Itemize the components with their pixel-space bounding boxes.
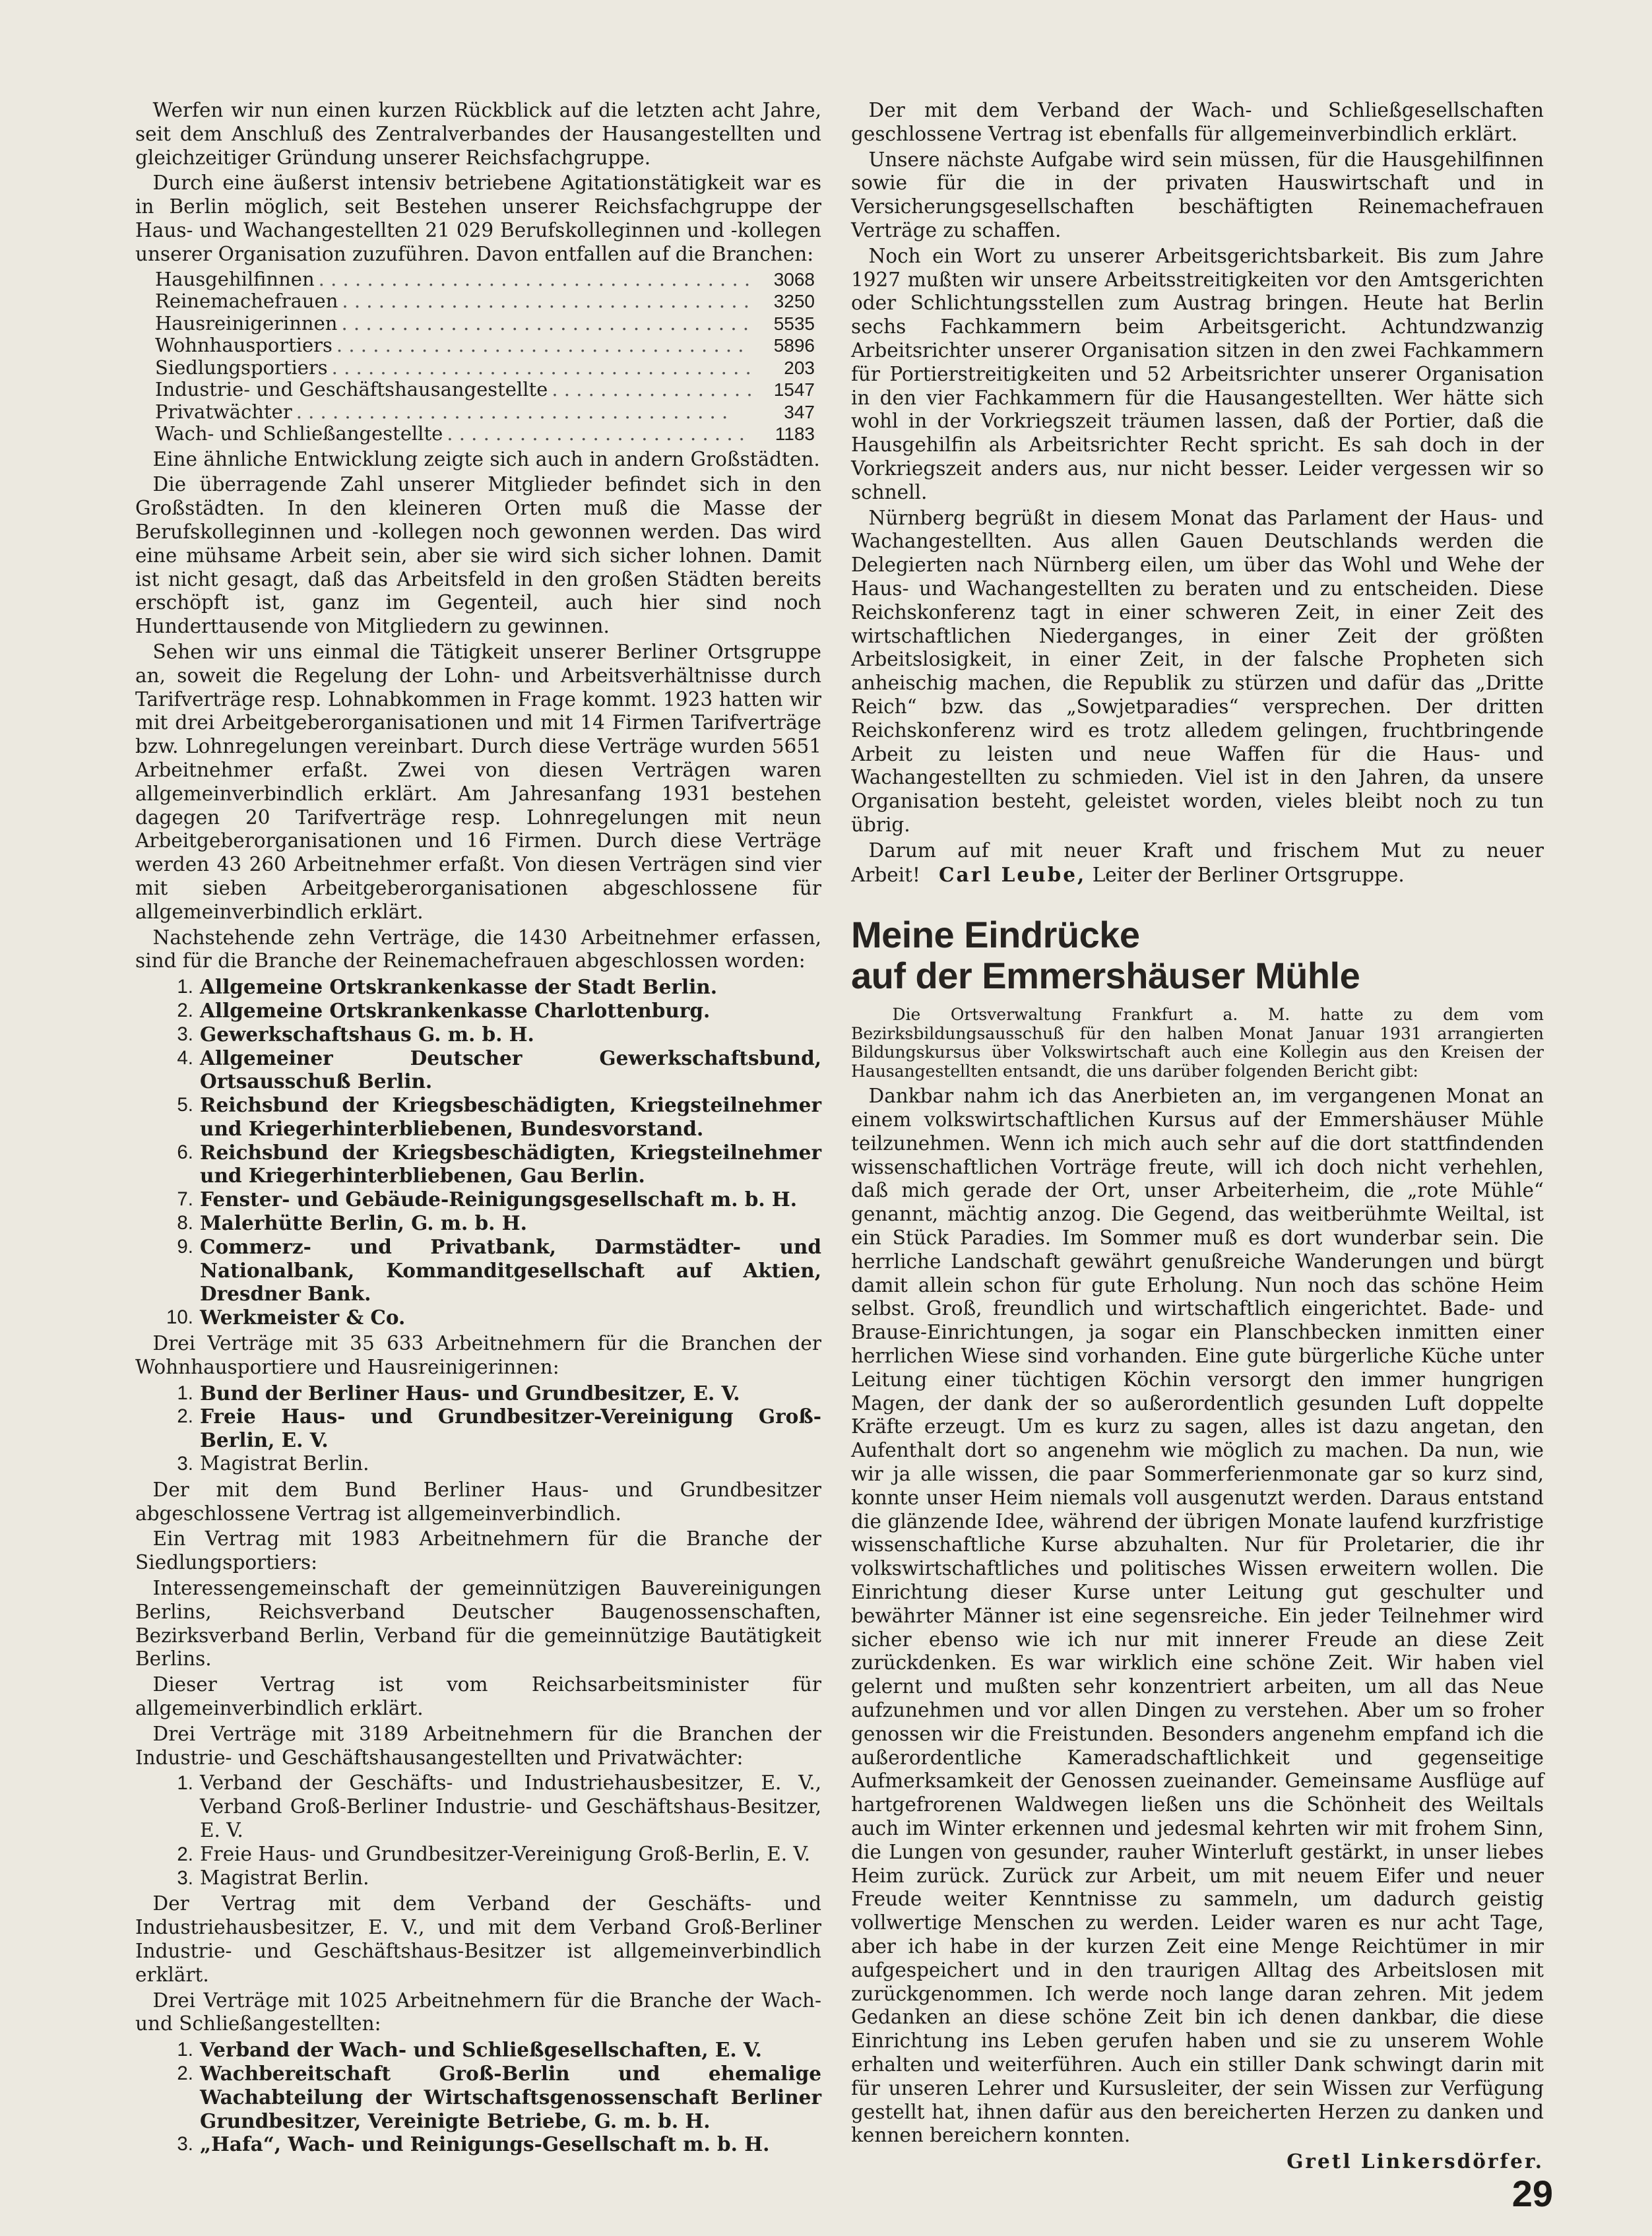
item-number: 3. bbox=[177, 1023, 193, 1045]
item-text: Malerhütte Berlin, G. m. b. H. bbox=[200, 1211, 527, 1235]
item-text: „Hafa“, Wach- und Reinigungs-Gesellschaft m. b. H. bbox=[200, 2132, 770, 2156]
item-number: 7. bbox=[177, 1188, 193, 1211]
contract-list-industrie bbox=[135, 1772, 821, 1890]
item-text: Commerz- und Privatbank, Darmstädter- und Nationalbank, Kommanditgesellschaft auf Aktien, Dresdner Bank. bbox=[200, 1234, 821, 1306]
paragraph: Der Vertrag mit dem Verband der Geschäfts- und Industriehausbesitzer, E. V., und mit dem Verband Groß-Berliner Industrie- und Geschäftshaus-Besitzer ist allgemeinverbindlich erklärt. bbox=[135, 1892, 821, 1986]
item-text: Wachbereitschaft Groß-Berlin und ehemalige Wachabteilung der Wirtschaftsgenossenschaft Berliner Grundbesitzer, Vereinigte Betriebe, G. m. b. H. bbox=[200, 2061, 821, 2132]
item-number: 6. bbox=[177, 1141, 193, 1163]
branch-name: Siedlungsportiers bbox=[155, 356, 328, 379]
contract-item bbox=[135, 1235, 821, 1306]
branch-row bbox=[155, 423, 815, 445]
item-text: Allgemeiner Deutscher Gewerkschaftsbund, Ortsausschuß Berlin. bbox=[200, 1046, 821, 1093]
item-text: Reichsbund der Kriegsbeschädigten, Kriegsteilnehmer und Kriegerhinterbliebenen, Bundesvorstand. bbox=[200, 1093, 821, 1140]
paragraph: Drei Verträge mit 1025 Arbeitnehmern für die Branche der Wach- und Schließangestellten: bbox=[135, 1989, 821, 2035]
paragraph: Eine ähnliche Entwicklung zeigte sich auch in andern Großstädten. bbox=[152, 447, 820, 470]
item-number: 1. bbox=[177, 2039, 193, 2061]
item-number: 9. bbox=[177, 1235, 193, 1258]
contract-item bbox=[135, 1023, 821, 1046]
item-text: Magistrat Berlin. bbox=[200, 1452, 369, 1475]
leader-dots bbox=[342, 290, 751, 313]
contract-item bbox=[135, 975, 821, 999]
contract-item bbox=[135, 1843, 821, 1867]
contract-item bbox=[135, 1188, 821, 1211]
article-author: Gretl Linkersdörfer. bbox=[1287, 2150, 1544, 2173]
closing-paragraph bbox=[851, 839, 1544, 887]
article-signature-line bbox=[851, 2150, 1544, 2174]
contract-item bbox=[135, 999, 821, 1023]
paragraph: Werfen wir nun einen kurzen Rückblick auf die letzten acht Jahre, seit dem Anschluß des Zentralverbandes der Hausangestellten und gleichzeitiger Gründung unserer Reichsfachgruppe. bbox=[135, 99, 821, 169]
left-column bbox=[135, 99, 821, 2159]
right-column bbox=[851, 99, 1544, 2176]
headline-line-2: auf der Emmershäuser Mühle bbox=[851, 955, 1360, 997]
paragraph: Durch eine äußerst intensiv betriebene Agitationstätigkeit war es in Berlin möglich, seit Bestehen unserer Reichsfachgruppe der Haus- und Wachangestellten 21 029 Berufskolleginnen und -kollegen unserer Organisation zuzuführen. Davon entfallen auf die Branchen: bbox=[135, 172, 821, 265]
branch-row bbox=[155, 269, 815, 291]
item-number: 3. bbox=[177, 2133, 193, 2156]
author-role: Leiter der Berliner Ortsgruppe. bbox=[1092, 863, 1405, 886]
branch-row bbox=[155, 401, 815, 424]
item-text: Fenster- und Gebäude-Reinigungsgesellschaft m. b. H. bbox=[200, 1188, 798, 1211]
contract-item bbox=[135, 1867, 821, 1890]
item-text: Allgemeine Ortskrankenkasse der Stadt Berlin. bbox=[200, 975, 718, 999]
branch-member-count: 1183 bbox=[775, 424, 815, 445]
branch-member-count: 203 bbox=[784, 357, 815, 378]
item-number: 2. bbox=[177, 999, 193, 1021]
paragraph: Interessengemeinschaft der gemeinnützigen Bauvereinigungen Berlins, Reichsverband Deutscher Baugenossenschaften, Bezirksverband Berlin, Verband für die gemeinnützige Bautätigkeit Berlins. bbox=[135, 1577, 821, 1671]
item-text: Verband der Wach- und Schließgesellschaften, E. V. bbox=[200, 2038, 762, 2062]
contract-item bbox=[135, 1211, 821, 1235]
branch-row bbox=[155, 313, 815, 335]
branch-member-count: 3068 bbox=[773, 269, 815, 290]
item-number: 5. bbox=[177, 1094, 193, 1116]
item-text: Bund der Berliner Haus- und Grundbesitzer, E. V. bbox=[200, 1381, 740, 1405]
branch-name: Hausreinigerinnen bbox=[155, 311, 338, 335]
leader-dots bbox=[552, 379, 751, 401]
contract-item bbox=[135, 1141, 821, 1188]
branch-member-count: 3250 bbox=[773, 291, 815, 312]
paragraph: Dieser Vertrag ist vom Reichsarbeitsminister für allgemeinverbindlich erklärt. bbox=[135, 1673, 821, 1720]
contract-item bbox=[135, 1382, 821, 1405]
item-number: 3. bbox=[177, 1453, 193, 1475]
article-body: Dankbar nahm ich das Anerbieten an, im vergangenen Monat an einem volkswirtschaftlichen Kursus auf der Emmershäuser Mühle teilzunehmen. Wenn ich mich auch sehr auf die dort stattfindenden wissenschaftlichen Vorträge freute, will ich doch nicht verhehlen, daß mich gerade der Ort, unser Arbeiterheim, die „rote Mühle“ genannt, mächtig anzog. Die Gegend, das weitberühmte Weiltal, ist ein Stück Paradies. Im Sommer muß es dort wunderbar sein. Die herrliche Landschaft gewährt genußreiche Wanderungen und bürgt damit allein schon für gute Erholung. Nun noch das schöne Heim selbst. Groß, freundlich und wirtschaftlich eingerichtet. Bade- und Brause-Einrichtungen, ja sogar ein Planschbecken inmitten einer herrlichen Wiese sind vorhanden. Eine gute bürgerliche Küche unter Leitung einer tüchtigen Köchin versorgt den immer hungrigen Magen, der dank der so außerordentlich gesunden Luft doppelte Kräfte erzeugt. Um es kurz zu sagen, alles ist dazu angetan, den Aufenthalt dort so angenehm wie möglich zu machen. Da nun, wie wir ja alle wissen, die paar Sommerferienmonate gar so kurz sind, konnte unser Heim niemals voll ausgenutzt werden. Daraus entstand die glänzende Idee, während der übrigen Monate laufend kurzfristige wissenschaftliche Kurse abzuhalten. Nur für Proletarier, die ihr volkswirtschaftliches und politisches Wissen erweitern wollen. Die Einrichtung dieser Kurse unter Leitung gut geschulter und bewährter Männer ist eine segensreiche. Ein jeder Teilnehmer wird sicher ebenso wie ich nur mit innerer Freude an diese Zeit zurückdenken. Es war wirklich eine schöne Zeit. Wir haben viel gelernt und mußten sehr konzentriert arbeiten, um all das Neue aufzunehmen und vor allen Dingen zu verstehen. Aber um so froher genossen wir die Freistunden. Besonders angenehm empfand ich die außerordentliche Kameradschaftlichkeit und gegenseitige Aufmerksamkeit der Genossen zueinander. Gemeinsame Ausflüge auf hartgefrorenen Waldwegen ließen uns die Schönheit des Weiltals auch im Winter erkennen und jedesmal kehrten wir mit frohem Sinn, die Lungen von gesunder, rauher Winterluft gestärkt, in unser liebes Heim zurück. Zurück zur Arbeit, um mit neuem Eifer und neuer Freude weiter Kenntnisse zu sammeln, um dadurch geistig vollwertige Menschen zu werden. Leider waren es nur acht Tage, aber ich habe in der kurzen Zeit eine Menge Reichtümer in mir aufgespeichert und in den traurigen Alltag des Arbeitslosen mit zurückgenommen. Ich werde noch lange daran zehren. Mit jedem Gedanken an diese schöne Zeit bin ich denen dankbar, die diese Einrichtung ins Leben gerufen haben und sie zu unserem Wohle erhalten und weiterführen. Auch ein stiller Dank schwingt darin mit für unseren Lehrer und Kursusleiter, der sein Wissen zur Verfügung gestellt hat, ihnen dafür aus den bereicherten Herzen zu danken und kennen bereichern konnten. bbox=[851, 1085, 1544, 2147]
item-number: 2. bbox=[177, 2062, 193, 2084]
item-number: 10. bbox=[166, 1306, 193, 1329]
branch-row bbox=[155, 335, 815, 357]
item-number: 2. bbox=[177, 1405, 193, 1428]
contract-item bbox=[135, 2038, 821, 2062]
branch-row bbox=[155, 357, 815, 379]
leader-dots bbox=[336, 335, 751, 357]
paragraph: Noch ein Wort zu unserer Arbeitsgerichtsbarkeit. Bis zum Jahre 1927 mußten wir unsere Arbeitsstreitigkeiten vor den Amtsgerichten oder Schlichtungsstellen zum Austrag bringen. Heute hat Berlin sechs Fachkammern beim Arbeitsgericht. Achtundzwanzig Arbeitsrichter unserer Organisation sitzen in den zwei Fachkammern für Portierstreitigkeiten und 52 Arbeitsrichter unserer Organisation in den vier Fachkammern für die Hausangestellten. Wer hätte sich wohl in der Vorkriegszeit träumen lassen, daß der Portier, daß die Hausgehilfin als Arbeitsrichter Recht spricht. Es sah doch in der Vorkriegszeit anders aus, nur nicht besser. Leider vergessen wir so schnell. bbox=[851, 244, 1544, 503]
contract-item bbox=[135, 1452, 821, 1476]
paragraph: Drei Verträge mit 3189 Arbeitnehmern für die Branchen der Industrie- und Geschäftshausangestellten und Privatwächter: bbox=[135, 1722, 821, 1769]
paragraph: Die überragende Zahl unserer Mitglieder befindet sich in den Großstädten. In den kleineren Orten muß die Masse der Berufskolleginnen und -kollegen noch gewonnen werden. Das wird eine mühsame Arbeit sein, aber sie wird sich sicher lohnen. Damit ist nicht gesagt, daß das Arbeitsfeld in den großen Städten bereits erschöpft ist, ganz im Gegenteil, auch hier sind noch Hunderttausende von Mitgliedern zu gewinnen. bbox=[135, 473, 821, 638]
item-text: Magistrat Berlin. bbox=[200, 1866, 369, 1889]
page-number: 29 bbox=[1511, 2173, 1553, 2214]
item-number: 1. bbox=[177, 976, 193, 998]
contract-item bbox=[135, 2062, 821, 2132]
branch-member-count: 5896 bbox=[773, 335, 815, 356]
contract-item bbox=[135, 1093, 821, 1141]
author-signature: Carl Leube, bbox=[939, 862, 1087, 886]
branch-name: Wohnhausportiers bbox=[155, 334, 333, 357]
item-text: Werkmeister & Co. bbox=[200, 1306, 406, 1329]
item-number: 1. bbox=[177, 1772, 193, 1795]
paragraph: Drei Verträge mit 35 633 Arbeitnehmern für die Branchen der Wohnhausportiere und Hausreinigerinnen: bbox=[135, 1332, 821, 1378]
branch-name: Hausgehilfinnen bbox=[155, 267, 315, 290]
branch-membership-list bbox=[155, 269, 815, 445]
paragraph: Nachstehende zehn Verträge, die 1430 Arbeitnehmer erfassen, sind für die Branche der Reinemachefrauen abgeschlossen worden: bbox=[135, 926, 821, 973]
contract-list-reinemachefrauen bbox=[135, 975, 821, 1329]
paragraph: Nürnberg begrüßt in diesem Monat das Parlament der Haus- und Wachangestellten. Aus allen Gauen Deutschlands werden die Delegierten nach Nürnberg eilen, um über das Wohl und Wehe der Haus- und Wachangestellten zu beraten und zu entscheiden. Diese Reichskonferenz tagt in einer schweren Zeit, in einer Zeit des wirtschaftlichen Niederganges, in einer Zeit der größten Arbeitslosigkeit, in einer Zeit, in der falsche Propheten sich anheischig machen, die Republik zu stürzen und dafür das „Dritte Reich“ bzw. das „Sowjetparadies“ versprechen. Der dritten Reichskonferenz wird es trotz alledem gelingen, fruchtbringende Arbeit zu leisten und neue Waffen für die Haus- und Wachangestellten zu schmieden. Viel ist in den Jahren, da unsere Organisation besteht, geleistet worden, vieles bleibt noch zu tun übrig. bbox=[851, 506, 1544, 836]
contract-item bbox=[135, 1405, 821, 1452]
branch-member-count: 1547 bbox=[773, 379, 815, 400]
contract-item bbox=[135, 1772, 821, 1842]
leader-dots bbox=[319, 269, 751, 291]
contract-list-wach bbox=[135, 2038, 821, 2156]
branch-member-count: 347 bbox=[784, 401, 815, 422]
item-text: Allgemeine Ortskrankenkasse Charlottenburg. bbox=[200, 998, 711, 1022]
leader-dots bbox=[332, 357, 751, 379]
branch-row bbox=[155, 379, 815, 401]
branch-name: Industrie- und Geschäftshausangestellte bbox=[155, 378, 548, 401]
item-number: 4. bbox=[177, 1046, 193, 1069]
item-text: Freie Haus- und Grundbesitzer-Vereinigung Groß-Berlin, E. V. bbox=[200, 1842, 811, 1865]
paragraph: Der mit dem Verband der Wach- und Schließgesellschaften geschlossene Vertrag ist ebenfalls für allgemeinverbindlich erklärt. bbox=[851, 99, 1544, 145]
item-text: Freie Haus- und Grundbesitzer-Vereinigung Groß-Berlin, E. V. bbox=[200, 1405, 821, 1452]
item-number: 3. bbox=[177, 1867, 193, 1889]
article-intro: Die Ortsverwaltung Frankfurt a. M. hatte zu dem vom Bezirksbildungsausschuß für den halben Monat Januar 1931 arrangierten Bildungskursus über Volkswirtschaft auch eine Kollegin aus den Kreisen der Hausangestellten entsandt, die uns darüber folgenden Bericht gibt: bbox=[851, 1005, 1544, 1081]
contract-item bbox=[135, 1306, 821, 1329]
paragraph: Der mit dem Bund Berliner Haus- und Grundbesitzer abgeschlossene Vertrag ist allgemeinverbindlich. bbox=[135, 1478, 821, 1525]
contract-item bbox=[135, 1046, 821, 1094]
item-number: 1. bbox=[177, 1382, 193, 1404]
leader-dots bbox=[447, 423, 751, 445]
branch-name: Reinemachefrauen bbox=[155, 290, 338, 313]
branch-member-count: 5535 bbox=[773, 313, 815, 334]
contract-list-wohnhausportiere bbox=[135, 1382, 821, 1476]
item-text: Reichsbund der Kriegsbeschädigten, Kriegsteilnehmer und Kriegerhinterbliebenen, Gau Berlin. bbox=[200, 1140, 821, 1188]
item-text: Gewerkschaftshaus G. m. b. H. bbox=[200, 1022, 534, 1046]
article-headline bbox=[851, 914, 1544, 996]
item-number: 8. bbox=[177, 1212, 193, 1234]
paragraph: Ein Vertrag mit 1983 Arbeitnehmern für die Branche der Siedlungsportiers: bbox=[135, 1527, 821, 1574]
item-text: Verband der Geschäfts- und Industriehausbesitzer, E. V., Verband Groß-Berliner Industrie- und Geschäftshaus-Besitzer, E. V. bbox=[200, 1772, 821, 1841]
branch-row bbox=[155, 290, 815, 313]
branch-name: Wach- und Schließangestellte bbox=[155, 422, 443, 445]
closing-text: Darum auf mit neuer Kraft und frischem Mut zu neuer Arbeit! bbox=[851, 839, 1544, 886]
branch-name: Privatwächter bbox=[155, 400, 292, 423]
leader-dots bbox=[341, 313, 751, 335]
leader-dots bbox=[296, 401, 751, 424]
contract-item bbox=[135, 2132, 821, 2156]
item-number: 2. bbox=[177, 1843, 193, 1865]
paragraph: Unsere nächste Aufgabe wird sein müssen, für die Hausgehilfinnen sowie für die in der privaten Hauswirtschaft und in Versicherungsgesellschaften beschäftigten Reinemachefrauen Verträge zu schaffen. bbox=[851, 148, 1544, 241]
headline-line-1: Meine Eindrücke bbox=[851, 914, 1140, 956]
paragraph: Sehen wir uns einmal die Tätigkeit unserer Berliner Ortsgruppe an, soweit die Regelung der Lohn- und Arbeitsverhältnisse durch Tarifverträge resp. Lohnabkommen in Frage kommt. 1923 hatten wir mit drei Arbeitgeberorganisationen und mit 14 Firmen Tarifverträge bzw. Lohnregelungen vereinbart. Durch diese Verträge wurden 5651 Arbeitnehmer erfaßt. Zwei von diesen Verträgen waren allgemeinverbindlich erklärt. Am Jahresanfang 1931 bestehen dagegen 20 Tarifverträge resp. Lohnregelungen mit neun Arbeitgeberorganisationen und 16 Firmen. Durch diese Verträge werden 43 260 Arbeitnehmer erfaßt. Von diesen Verträgen sind vier mit sieben Arbeitgeberorganisationen abgeschlossene für allgemeinverbindlich erklärt. bbox=[135, 640, 821, 923]
